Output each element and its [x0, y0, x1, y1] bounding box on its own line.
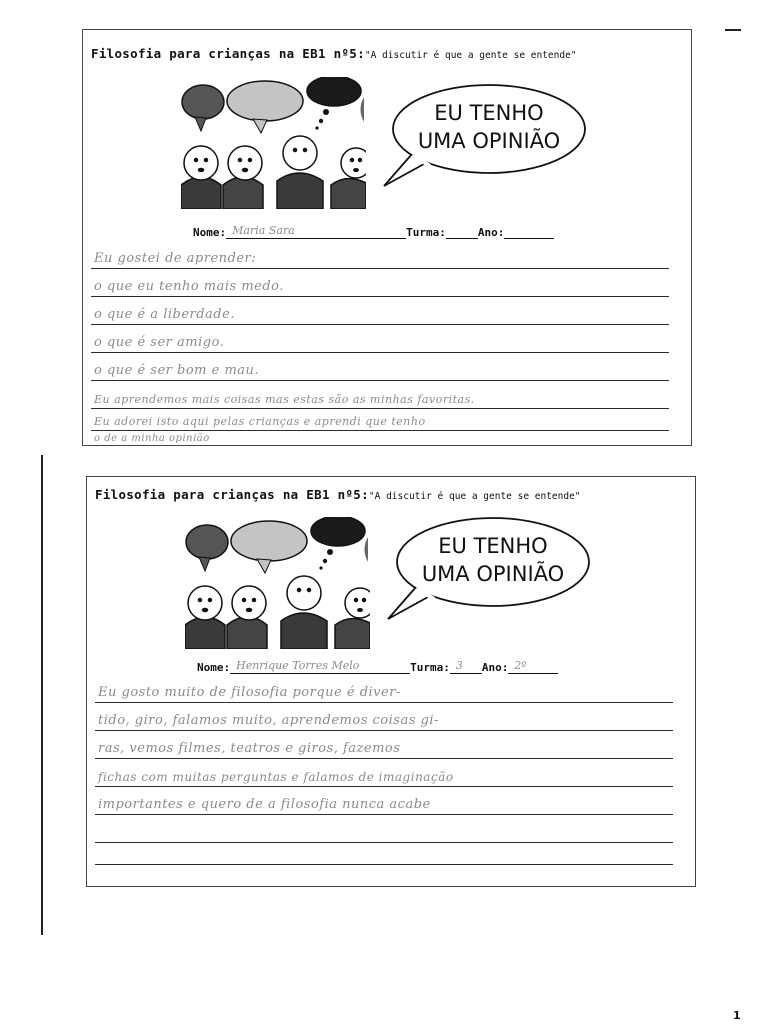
name-value: Henrique Torres Melo [236, 659, 360, 672]
children-thinking-illustration [181, 77, 366, 209]
worksheet-title [95, 487, 581, 502]
writing-line [91, 268, 669, 297]
handwritten-text: o que é ser bom e mau. [94, 363, 260, 378]
class-label: Turma: [410, 661, 450, 674]
year-label: Ano: [481, 661, 509, 674]
writing-line [95, 674, 673, 703]
writing-line [91, 380, 669, 409]
year-label: Ano: [477, 226, 505, 239]
handwritten-text: Eu gosto muito de filosofia porque é diver- [98, 685, 401, 700]
class-field [450, 660, 482, 674]
title-main: Filosofia para crianças na EB1 nº5: [95, 487, 369, 502]
title-subtitle: "A discutir é que a gente se entende" [368, 491, 581, 502]
class-value: 3 [455, 659, 463, 672]
year-value: 2º [514, 659, 527, 672]
class-field [446, 225, 478, 239]
handwritten-text: Eu adorei isto aqui pelas crianças e aprendi que tenho [94, 415, 426, 428]
speech-line-1: EU TENHO [438, 534, 548, 558]
worksheet-card-2 [86, 476, 696, 887]
speech-bubble [378, 82, 593, 190]
name-field [226, 225, 406, 239]
writing-line [91, 352, 669, 381]
handwritten-text: ras, vemos filmes, teatros e giros, fazemos [98, 741, 401, 756]
name-label: Nome: [193, 226, 227, 239]
name-class-row [193, 225, 554, 239]
writing-line [95, 814, 673, 843]
writing-line [95, 702, 673, 731]
handwritten-text: o que eu tenho mais medo. [94, 279, 284, 294]
page-number: 1 [733, 1009, 741, 1022]
year-field [508, 660, 558, 674]
thought-bubbles-icon [186, 517, 368, 573]
year-field [504, 225, 554, 239]
writing-line [91, 240, 669, 269]
name-class-row [197, 660, 558, 674]
handwritten-text: Eu gostei de aprender: [94, 251, 257, 266]
name-field [230, 660, 410, 674]
thought-bubbles-icon [182, 77, 364, 133]
handwritten-text: importantes e quero de a filosofia nunca acabe [98, 797, 431, 812]
handwritten-text: fichas com muitas perguntas e falamos de imaginação [98, 770, 454, 784]
writing-line [95, 842, 673, 865]
children-thinking-illustration [185, 517, 370, 649]
writing-line [95, 730, 673, 759]
speech-bubble [382, 515, 597, 623]
name-label: Nome: [197, 661, 231, 674]
worksheet-title [91, 46, 577, 61]
speech-line-2: UMA OPINIÃO [417, 129, 561, 153]
writing-line [91, 430, 669, 442]
writing-line [91, 324, 669, 353]
writing-line [91, 296, 669, 325]
name-value: Maria Sara [232, 224, 295, 237]
writing-line [95, 786, 673, 815]
title-subtitle: "A discutir é que a gente se entende" [364, 50, 577, 61]
children-faces-icon [185, 576, 370, 649]
handwritten-text: o que é a liberdade. [94, 307, 235, 322]
handwritten-text: tido, giro, falamos muito, aprendemos coisas gi- [98, 713, 439, 728]
class-label: Turma: [406, 226, 446, 239]
title-main: Filosofia para crianças na EB1 nº5: [91, 46, 365, 61]
handwritten-text: Eu aprendemos mais coisas mas estas são as minhas favoritas. [94, 393, 475, 406]
margin-dash [725, 29, 741, 31]
speech-line-2: UMA OPINIÃO [421, 562, 565, 586]
handwritten-text: o que é ser amigo. [94, 335, 225, 350]
writing-line [91, 408, 669, 431]
margin-rule [41, 455, 43, 935]
speech-line-1: EU TENHO [434, 101, 544, 125]
writing-line [95, 758, 673, 787]
children-faces-icon [181, 136, 366, 209]
worksheet-card-1 [82, 29, 692, 446]
handwritten-text: o de a minha opinião [94, 433, 210, 444]
